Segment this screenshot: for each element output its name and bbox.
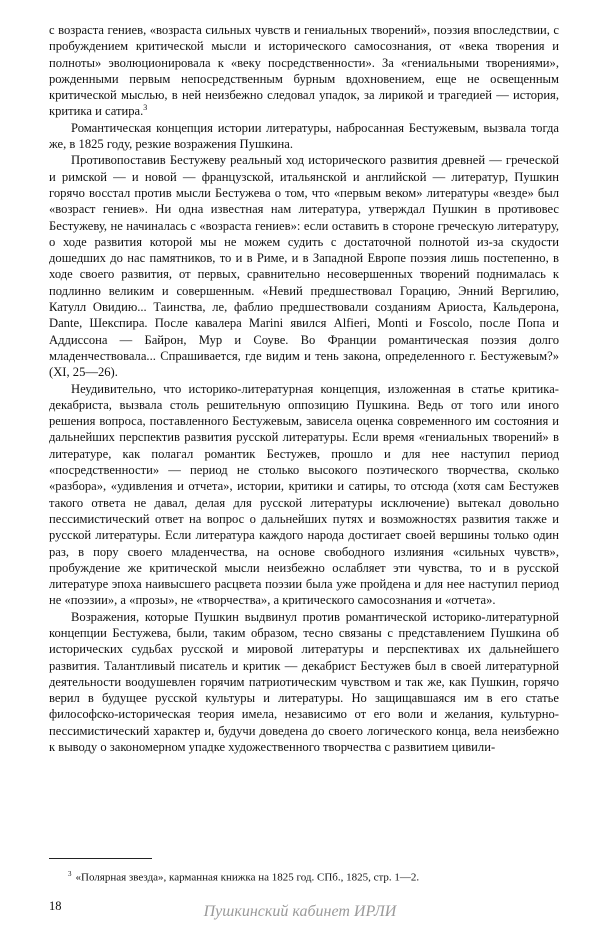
footnote-divider [49,858,152,859]
paragraph-2: Романтическая концепция истории литературы, набросанная Бестужевым, вызвала тогда же, в 1825 году, резкие возражения Пушкина. [49,120,559,152]
watermark: Пушкинский кабинет ИРЛИ [203,903,397,920]
paragraph-1: с возраста гениев, «возраста сильных чувств и гениальных творений», поэзия впоследствии, с пробуждением критической мысли и исторического самосознания, от «века творения и полноты» эволюционировала к «веку посредственности». За «гениальными творениями», рожденными первым непосредственным бурным вдохновением, еще не освещенным критической мыслью, в ней неизбежно следовал упадок, за лирикой и трагедией — история, критика и сатира.$^3$ [49,23,559,119]
footnote-text: «Полярная звезда», карманная книжка на 1825 год. СПб., 1825, стр. 1—2. [75,871,420,884]
page-number: 18 [49,899,62,913]
footnote-mark: 3 [68,870,72,878]
footnote-reference: 3 [143,103,148,113]
body-text [49,22,559,755]
paragraph-4: Неудивительно, что историко-литературная концепция, изложенная в статье критика-декабриста, вызвала столь решительную оппозицию Пушкина. Ведь от того или иного решения вопроса, поставленного Бестужевым, зависела оценка современного им состояния и дальнейших перспектив развития русской литературы. Если время «гениальных творений» в литературе, как полагал романтик Бестужев, прошло и для нее наступил период «посредственности» — период не столько высокого поэтического творчества, сколько «разбора», «удивления и отчета», истории, критики и сатиры, то отсюда (хотя сам Бестужев такого ответа не давал, делая для русской литературы исключение) вытекал довольно пессимистический ответ на вопрос о дальнейших путях и возможностях развития также и русской литературы. Если литература каждого народа достигает своей вершины только один раз, в пору своего младенчества, на основе свободного излияния «сильных чувств», пробуждение же критической мысли неизбежно ослабляет эти чувства, то и в русской литературе эпоха наивысшего расцвета поэзии была уже пройдена и для нее наступил период не «поэзии», а «прозы», не «творчества», а критического самосознания и «отчета». [49,381,559,608]
footnote [68,867,548,885]
paragraph-5: Возражения, которые Пушкин выдвинул против романтической историко-литературной концепции Бестужева, были, таким образом, тесно связаны с представлением Пушкина об исторических судьбах русской и мировой литературы и перспективах их дальнейшего развития. Талантливый писатель и критик — декабрист Бестужев был в своей литературной деятельности воодушевлен горячим патриотическим чувством и так же, как Пушкин, горячо верил в будущее русской культуры и литературы. Но защищавшаяся им в его статье философско-историческая теория имела, независимо от его воли и желания, культурно-пессимистический характер и, будучи доведена до своего логического конца, вела неизбежно к выводу о закономерном упадке художественного творчества с развитием цивили- [49,609,559,755]
paragraph-3: Противопоставив Бестужеву реальный ход исторического развития древней — греческой и римской — и новой — французской, итальянской и английской — литератур, Пушкин горячо восстал против мысли Бестужева о том, что «первым веком» литературы «везде» был «возраст гениев». Ни одна известная нам литература, утверждал Пушкин в противовес Бестужеву, не начиналась с «возраста гениев»: если оставить в стороне греческую литературу, о ходе развития которой мы не можем судить с достаточной полнотой из-за скудости дошедших до нас памятников, то и в Риме, и в Западной Европе поэзия лишь постепенно, в ходе своего развития, от первых, сравнительно несовершенных творений поднималась к подлинно великим и совершенным. «Невий предшествовал Горацию, Энний Вергилию, Катулл Овидию... Таинства, ле, фаблио предшествовали созданиям Ариоста, Кальдерона, Dante, Шекспира. После кавалера Marini явился Alfieri, Monti и Foscolo, после Попа и Аддиссона — Байрон, Мур и Соуве. Во Франции романтическая поэзия долго младенчествовала... Спрашивается, где видим и тень закона, определенного г. Бестужевым?» (XI, 25—26). [49,153,559,380]
